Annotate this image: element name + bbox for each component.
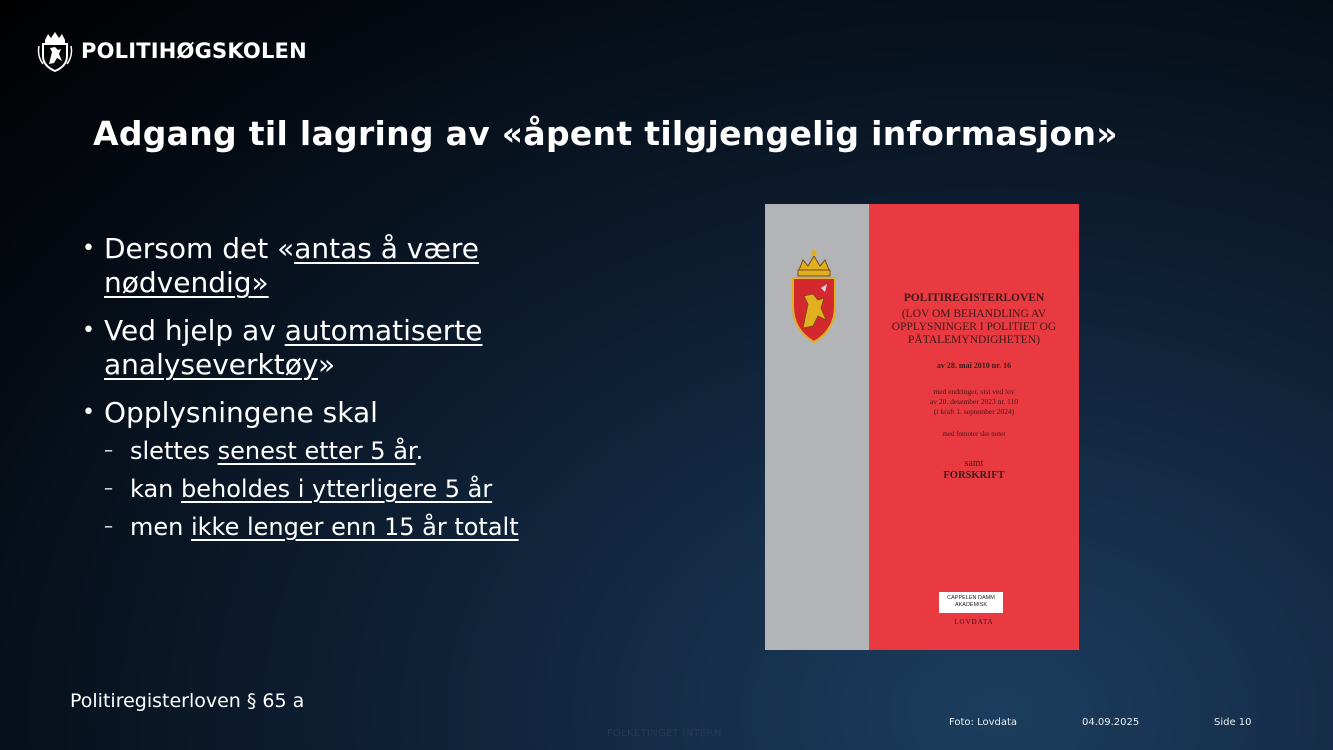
bullet-link: automatiserte analyseverktøy <box>104 314 483 381</box>
book-title: POLITIREGISTERLOVEN <box>903 292 1045 304</box>
coat-of-arms-icon <box>783 244 845 354</box>
bullet-text: Opplysningene skal <box>104 396 378 429</box>
norwegian-coat-of-arms-icon <box>37 30 73 72</box>
bullet-text: » <box>317 348 336 381</box>
publisher-logo <box>939 592 1003 613</box>
book-lovdata: LOVDATA <box>954 618 994 626</box>
book-changes <box>869 387 1079 417</box>
book-notes: med fotnoter ske noter <box>942 430 1006 438</box>
bullet-item-2 <box>82 314 642 382</box>
book-changes-line: (i kraft 1. september 2024) <box>933 407 1015 416</box>
logo-text: POLITIHØGSKOLEN <box>81 39 307 63</box>
footer-date: 04.09.2025 <box>1082 717 1140 728</box>
sub-bullet-text: men <box>130 513 191 541</box>
page-number: Side 10 <box>1214 717 1252 728</box>
sub-bullet-1 <box>82 436 642 466</box>
sub-bullet-link: senest etter 5 år <box>217 437 416 465</box>
sub-bullet-3 <box>82 512 642 542</box>
book-date: av 28. mai 2010 nr. 16 <box>936 361 1012 370</box>
photo-credit: Foto: Lovdata <box>949 717 1018 728</box>
sub-bullet-text: . <box>415 437 424 465</box>
classification-label: FOLKETINGET INTERN <box>607 728 722 739</box>
bullet-item-1 <box>82 232 642 300</box>
bullet-list <box>82 232 642 556</box>
book-cover-image <box>765 204 1079 650</box>
sub-bullet-2 <box>82 474 642 504</box>
sub-bullet-text: kan <box>130 475 182 503</box>
slide-title: Adgang til lagring av «åpent tilgjengelig informasjon» <box>93 114 1118 153</box>
bullet-text: Dersom det « <box>104 232 295 265</box>
publisher-line: CAPPELEN DAMM <box>947 595 995 601</box>
bullet-text: Ved hjelp av <box>104 314 285 347</box>
book-changes-line: av 20. desember 2023 nr. 110 <box>929 397 1019 406</box>
sub-bullet-link: ikke lenger enn 15 år totalt <box>190 513 519 541</box>
law-reference: Politiregisterloven § 65 a <box>70 690 305 712</box>
book-subtitle: (LOV OM BEHANDLING AV OPPLYSNINGER I POLITIET OG PÅTALEMYNDIGHETEN) <box>891 308 1057 346</box>
sub-bullet-text: slettes <box>130 437 218 465</box>
book-front <box>869 204 1079 650</box>
logo <box>37 30 307 72</box>
book-changes-line: med endringer, sist ved lov <box>933 387 1015 396</box>
bullet-link: antas å være nødvendig» <box>104 232 479 299</box>
book-forskrift: FORSKRIFT <box>943 470 1005 481</box>
book-samt: samt <box>964 458 984 469</box>
publisher-line: AKADEMISK <box>954 602 988 608</box>
bullet-item-3 <box>82 396 642 542</box>
sub-bullet-link: beholdes i ytterligere 5 år <box>181 475 493 503</box>
